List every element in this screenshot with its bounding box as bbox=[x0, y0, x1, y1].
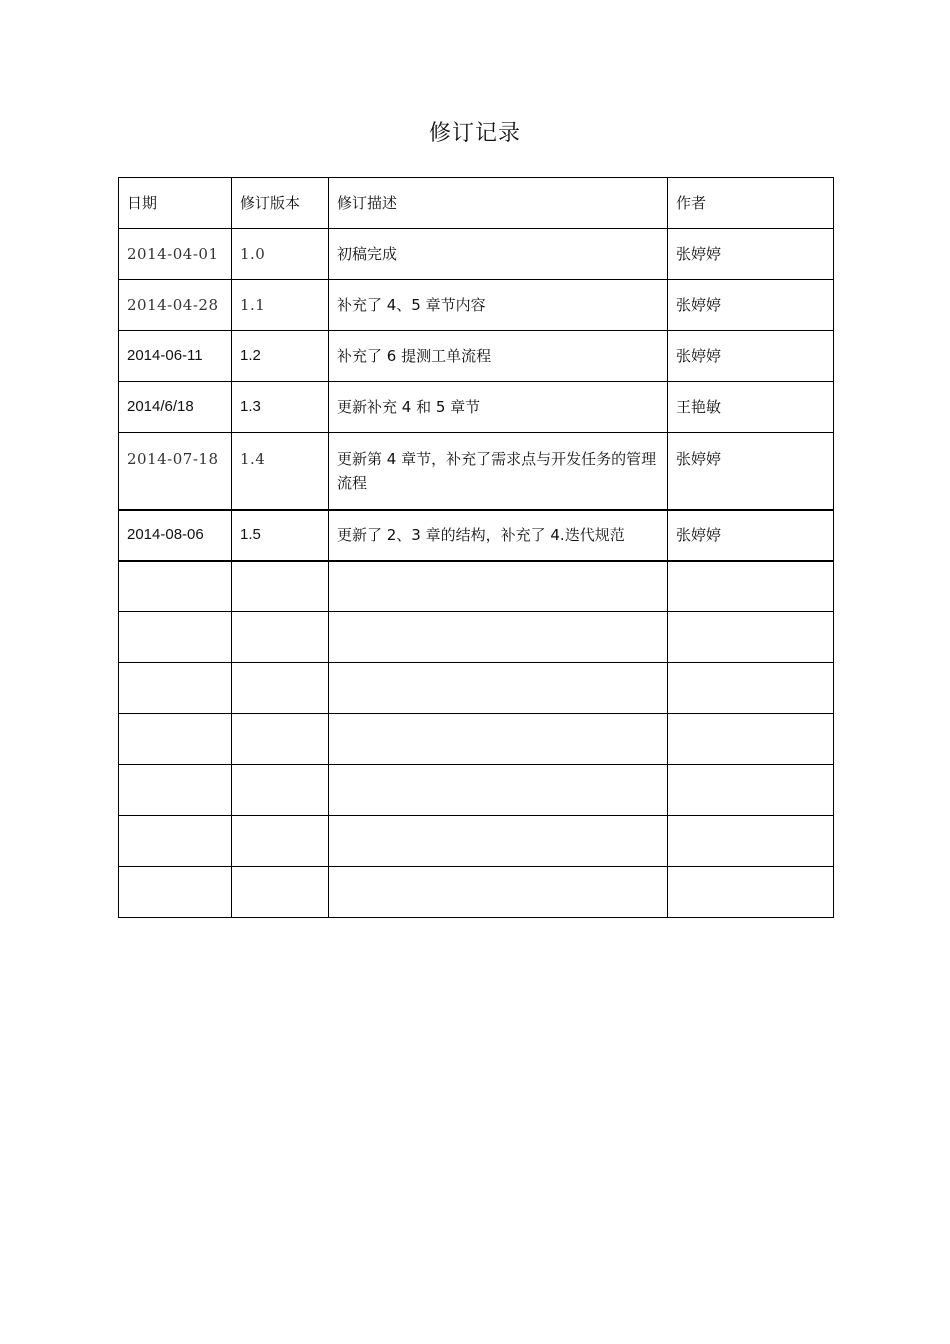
cell-description: 补充了 4、5 章节内容 bbox=[329, 280, 668, 331]
cell-version: 1.4 bbox=[232, 433, 329, 510]
cell-date bbox=[119, 561, 232, 612]
cell-date bbox=[119, 612, 232, 663]
cell-date: 2014-04-01 bbox=[119, 229, 232, 280]
cell-description bbox=[329, 867, 668, 918]
empty-table-row bbox=[119, 867, 834, 918]
cell-version bbox=[232, 765, 329, 816]
cell-description bbox=[329, 561, 668, 612]
cell-version: 1.2 bbox=[232, 331, 329, 382]
cell-description bbox=[329, 816, 668, 867]
cell-author: 张婷婷 bbox=[668, 433, 834, 510]
cell-author bbox=[668, 867, 834, 918]
cell-version bbox=[232, 867, 329, 918]
page-title: 修订记录 bbox=[428, 121, 521, 146]
cell-description: 初稿完成 bbox=[329, 229, 668, 280]
cell-description: 补充了 6 提测工单流程 bbox=[329, 331, 668, 382]
cell-author: 张婷婷 bbox=[668, 510, 834, 561]
cell-date: 2014/6/18 bbox=[119, 382, 232, 433]
cell-author bbox=[668, 714, 834, 765]
cell-version: 1.3 bbox=[232, 382, 329, 433]
cell-version: 1.1 bbox=[232, 280, 329, 331]
cell-description bbox=[329, 663, 668, 714]
cell-date bbox=[119, 765, 232, 816]
cell-author bbox=[668, 816, 834, 867]
cell-author: 张婷婷 bbox=[668, 229, 834, 280]
table-row bbox=[119, 433, 834, 510]
table-row bbox=[119, 229, 834, 280]
cell-version bbox=[232, 663, 329, 714]
cell-description bbox=[329, 765, 668, 816]
table-header-row bbox=[119, 178, 834, 229]
empty-table-row bbox=[119, 561, 834, 612]
empty-table-row bbox=[119, 765, 834, 816]
header-version: 修订版本 bbox=[232, 178, 329, 229]
header-description: 修订描述 bbox=[329, 178, 668, 229]
cell-author: 王艳敏 bbox=[668, 382, 834, 433]
cell-version bbox=[232, 816, 329, 867]
cell-date: 2014-04-28 bbox=[119, 280, 232, 331]
cell-description: 更新了 2、3 章的结构，补充了 4.迭代规范 bbox=[329, 510, 668, 561]
cell-version: 1.0 bbox=[232, 229, 329, 280]
empty-table-row bbox=[119, 816, 834, 867]
cell-date: 2014-06-11 bbox=[119, 331, 232, 382]
table-row bbox=[119, 280, 834, 331]
cell-version bbox=[232, 714, 329, 765]
cell-version bbox=[232, 561, 329, 612]
cell-date: 2014-07-18 bbox=[119, 433, 232, 510]
revision-table bbox=[118, 177, 834, 918]
empty-rows-group bbox=[119, 561, 834, 918]
cell-date bbox=[119, 663, 232, 714]
cell-author bbox=[668, 663, 834, 714]
cell-author bbox=[668, 561, 834, 612]
cell-date bbox=[119, 867, 232, 918]
cell-date: 2014-08-06 bbox=[119, 510, 232, 561]
cell-author: 张婷婷 bbox=[668, 280, 834, 331]
cell-description: 更新第 4 章节，补充了需求点与开发任务的管理流程 bbox=[329, 433, 668, 510]
cell-author: 张婷婷 bbox=[668, 331, 834, 382]
table-row bbox=[119, 331, 834, 382]
empty-table-row bbox=[119, 612, 834, 663]
cell-description: 更新补充 4 和 5 章节 bbox=[329, 382, 668, 433]
cell-date bbox=[119, 816, 232, 867]
cell-version: 1.5 bbox=[232, 510, 329, 561]
header-author: 作者 bbox=[668, 178, 834, 229]
header-date: 日期 bbox=[119, 178, 232, 229]
cell-author bbox=[668, 765, 834, 816]
cell-description bbox=[329, 612, 668, 663]
cell-version bbox=[232, 612, 329, 663]
table-row bbox=[119, 510, 834, 561]
cell-date bbox=[119, 714, 232, 765]
cell-description bbox=[329, 714, 668, 765]
empty-table-row bbox=[119, 663, 834, 714]
table-row bbox=[119, 382, 834, 433]
cell-author bbox=[668, 612, 834, 663]
empty-table-row bbox=[119, 714, 834, 765]
